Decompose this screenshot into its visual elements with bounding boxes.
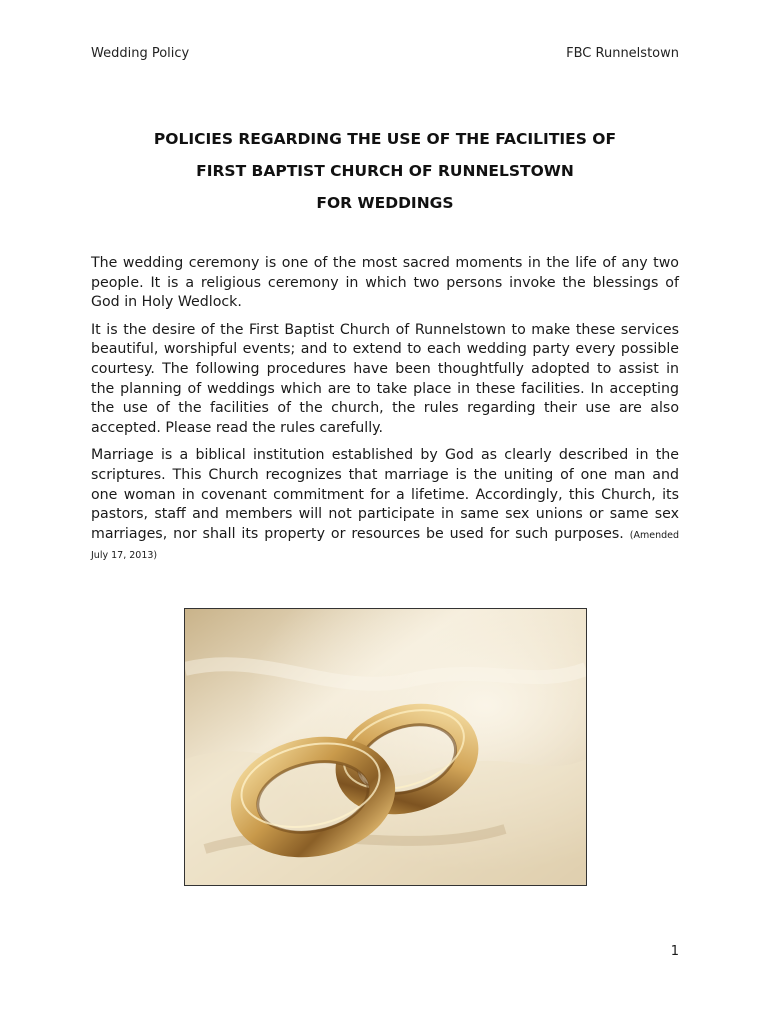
paragraph-desire: It is the desire of the First Baptist Church of Runnelstown to make these services beautiful, worshipful events; and to extend to each wedding party every possible courtesy. The following procedures have been thoughtfully adopted to assist in the planning of weddings which are to take place in these facilities. In accepting the use of the facilities of the church, the rules regarding their use are also accepted. Please read the rules carefully. bbox=[91, 321, 679, 436]
page-number: 1 bbox=[670, 944, 679, 959]
page-header bbox=[91, 46, 679, 61]
header-organization: FBC Runnelstown bbox=[566, 46, 679, 61]
title-line-1: POLICIES REGARDING THE USE OF THE FACILITIES OF bbox=[153, 130, 617, 148]
title-line-2: FIRST BAPTIST CHURCH OF RUNNELSTOWN bbox=[196, 162, 574, 180]
wedding-rings-photo bbox=[184, 608, 587, 886]
amendment-note: (Amended July 17, 2013) bbox=[91, 529, 679, 562]
paragraph-intro: The wedding ceremony is one of the most sacred moments in the life of any two people. It is a religious ceremony in which two persons invoke the blessings of God in Holy Wedlock. bbox=[91, 255, 679, 311]
document-title bbox=[60, 123, 710, 219]
body-text bbox=[91, 254, 679, 574]
wedding-rings-image bbox=[185, 609, 586, 885]
paragraph-marriage bbox=[91, 446, 679, 566]
title-line-3: FOR WEDDINGS bbox=[316, 194, 454, 212]
header-document-title: Wedding Policy bbox=[91, 46, 190, 61]
paragraph-marriage-text: Marriage is a biblical institution established by God as clearly described in the scriptures. This Church recognizes that marriage is the uniting of one man and one woman in covenant commitment for a lifetime. Accordingly, this Church, its pastors, staff and members will not participate in same sex unions or same sex marriages, nor shall its property or resources be used for such purposes. bbox=[91, 447, 679, 542]
